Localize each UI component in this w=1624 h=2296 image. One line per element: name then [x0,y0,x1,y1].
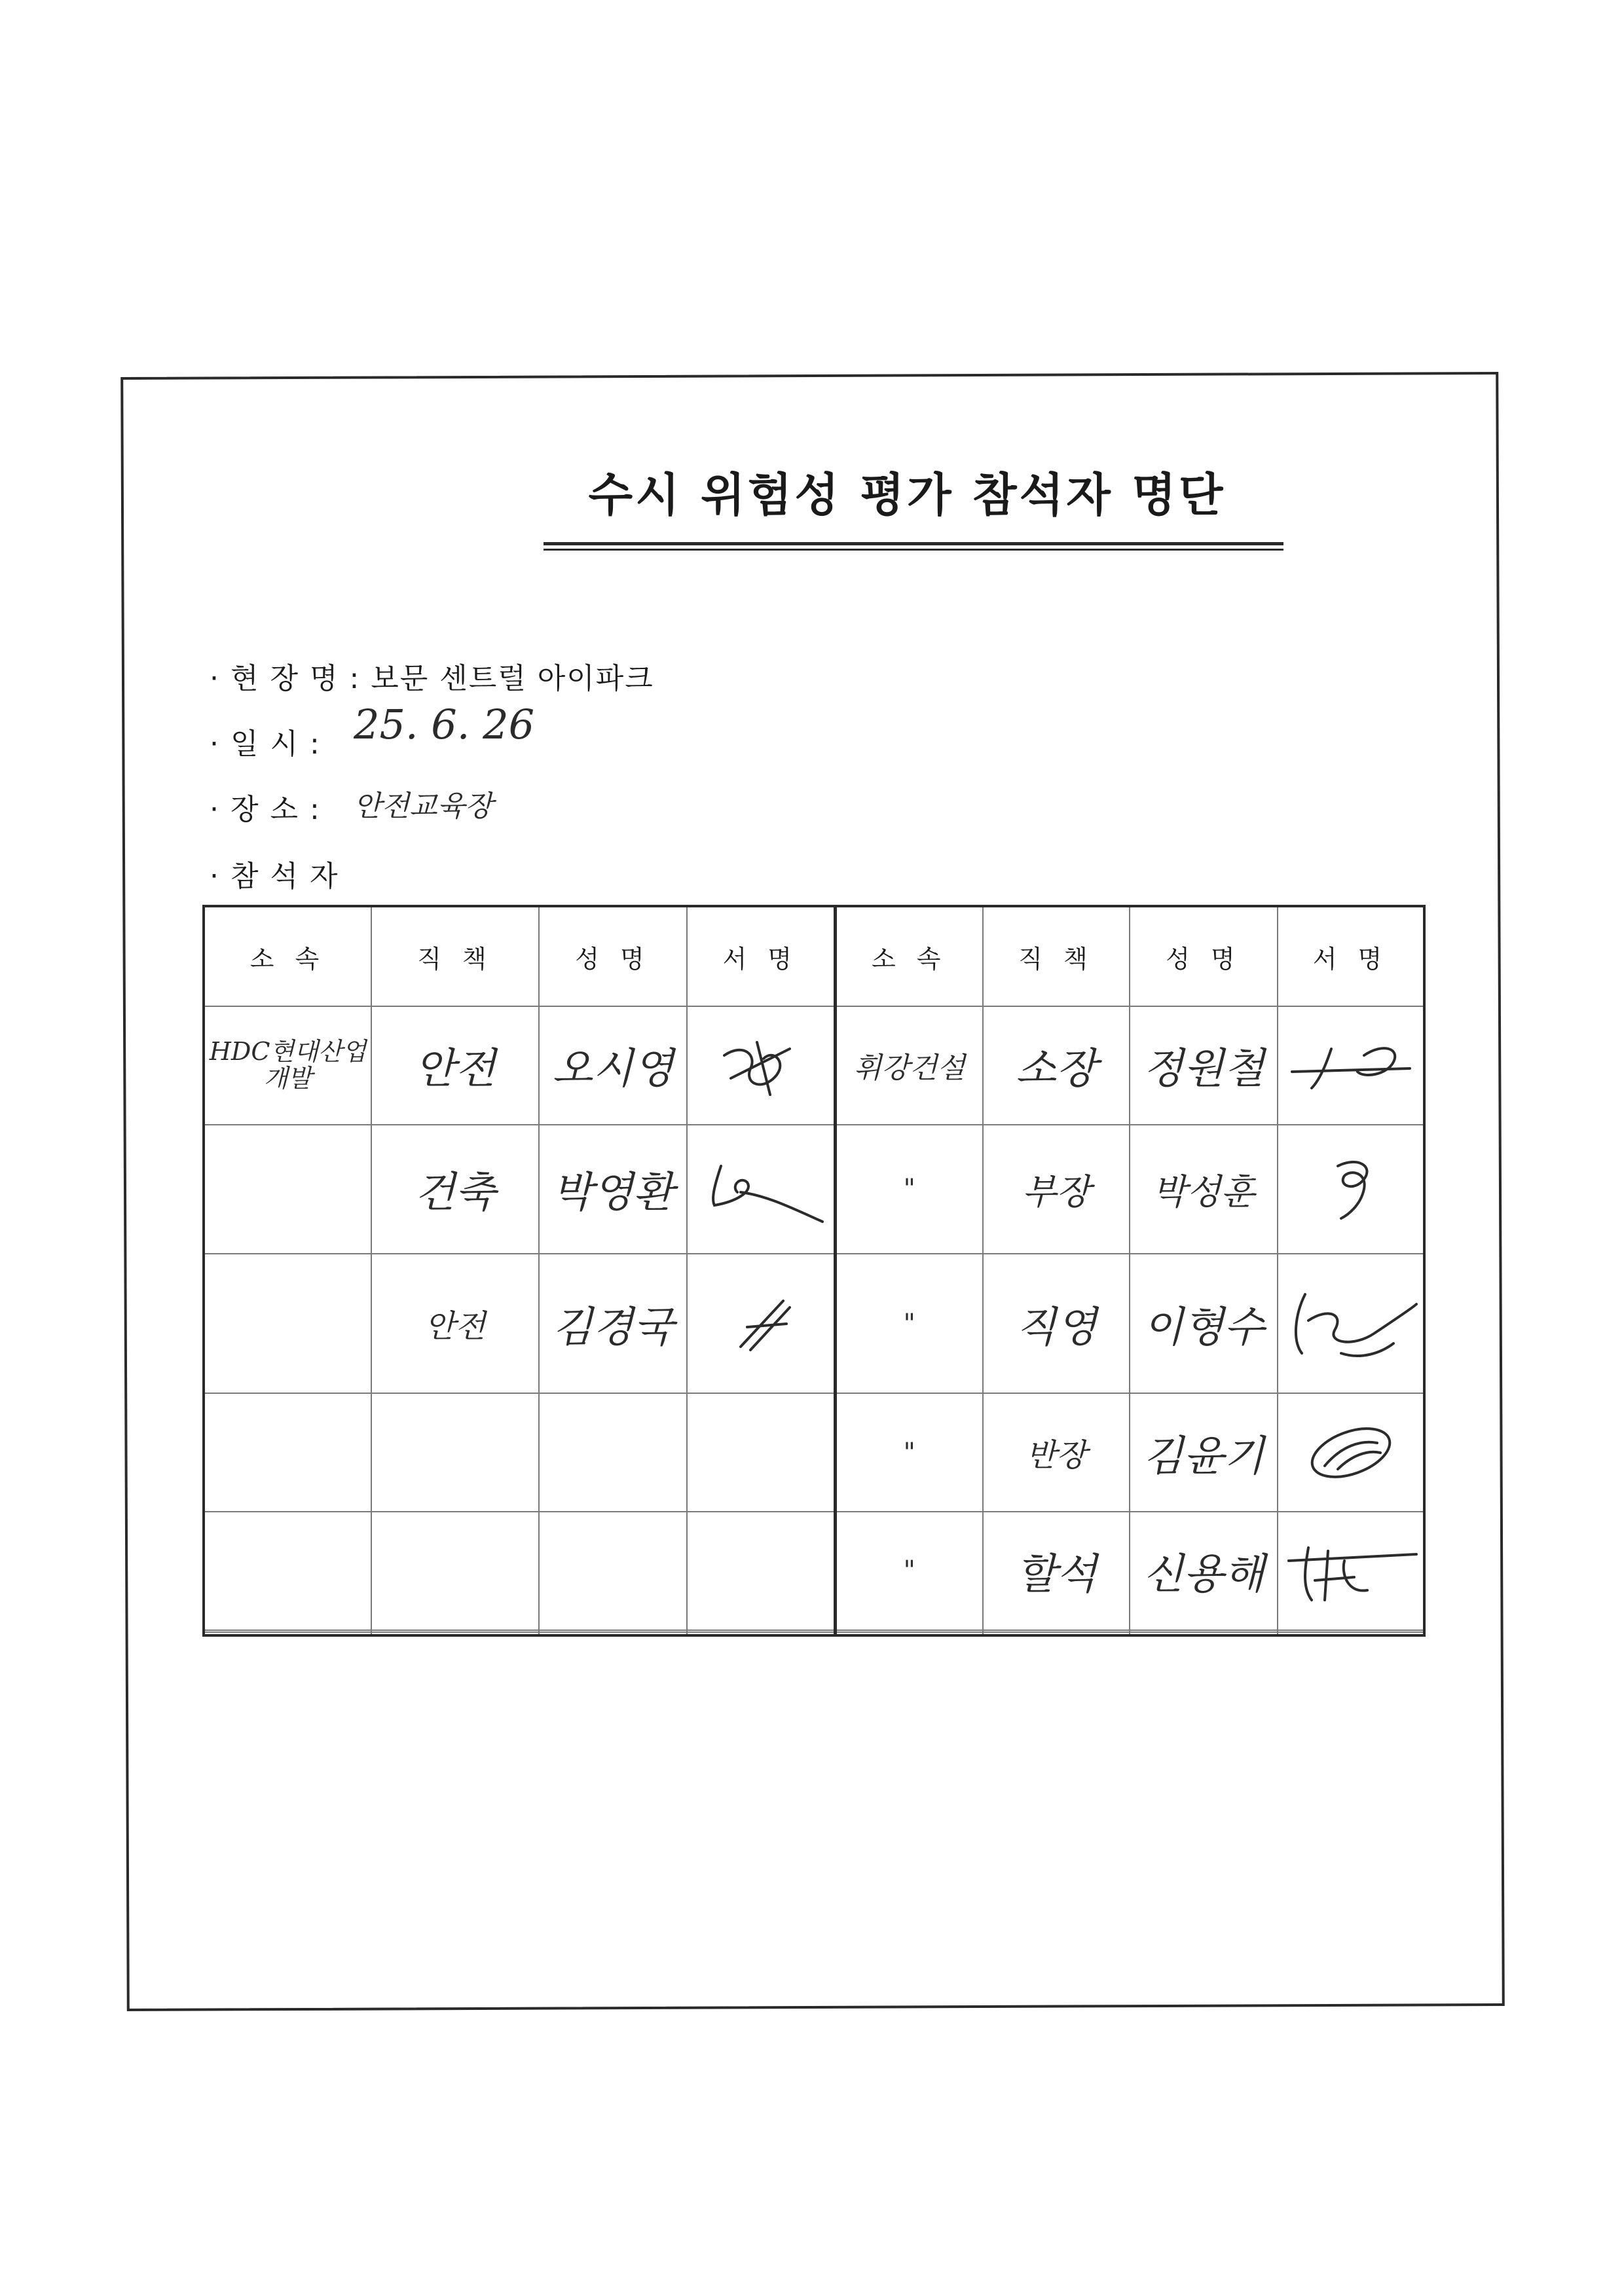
datetime-label: · 일 시 : [210,727,321,761]
attendees-field [210,852,339,894]
position-cell: 소장 [983,1006,1130,1125]
name-cell: 이형수 [1130,1254,1278,1393]
position-cell [371,1393,539,1512]
place-field [210,786,321,828]
name-cell: 신용해 [1130,1512,1278,1630]
signature-cell [687,1006,835,1125]
signature-cell [1278,1512,1424,1630]
header-position-right: 직 책 [983,906,1130,1006]
position-cell [371,1512,539,1630]
signature-cell [687,1254,835,1393]
name-cell: 김윤기 [1130,1393,1278,1512]
table-row [204,1512,1424,1630]
header-affiliation-left: 소 속 [204,906,371,1006]
signature-mark [1285,1029,1416,1101]
table-row [204,1125,1424,1254]
affiliation-cell: " [835,1125,983,1254]
header-signature-left: 서 명 [687,906,835,1006]
position-cell: 안전 [371,1254,539,1393]
attendees-label: · 참 석 자 [210,860,339,893]
position-cell: 안전 [371,1006,539,1125]
name-cell: 박성훈 [1130,1125,1278,1254]
name-cell: 박영환 [539,1125,687,1254]
position-cell: 반장 [983,1393,1130,1512]
affiliation-cell [204,1393,371,1512]
table-row [204,1632,1424,1635]
name-cell [539,1393,687,1512]
name-cell [539,1632,687,1635]
name-cell [539,1512,687,1630]
signature-mark [1312,1150,1390,1228]
name-cell [1130,1632,1278,1635]
affiliation-cell [835,1632,983,1635]
site-value: 보문 센트럴 아이파크 [371,662,654,695]
site-field [210,655,654,697]
title-underline [544,542,1283,545]
signature-mark [695,1153,826,1225]
signature-mark [721,1288,800,1360]
page-title: 수시 위험성 평가 참석자 명단 [588,468,1226,522]
position-cell: 건축 [371,1125,539,1254]
signature-cell [687,1632,835,1635]
signature-mark [1282,1281,1420,1366]
place-label: · 장 소 : [210,793,321,826]
affiliation-cell [204,1632,371,1635]
table-row [204,1254,1424,1393]
signature-cell [1278,1632,1424,1635]
table-row [204,1393,1424,1512]
signature-cell [1278,1393,1424,1512]
position-cell: 부장 [983,1125,1130,1254]
signature-cell [687,1393,835,1512]
position-cell [371,1632,539,1635]
table-header-row [204,906,1424,1006]
affiliation-cell: " [835,1254,983,1393]
attendee-table [202,905,1426,1637]
affiliation-cell: HDC현대산업개발 [204,1006,371,1125]
signature-cell [1278,1254,1424,1393]
signature-mark [1282,1535,1420,1607]
affiliation-cell [204,1254,371,1393]
affiliation-cell [204,1125,371,1254]
signature-mark [711,1029,809,1101]
signature-cell [687,1125,835,1254]
signature-mark [1302,1417,1400,1489]
datetime-value: 25. 6. 26 [354,701,535,748]
position-cell: 직영 [983,1254,1130,1393]
table-row [204,1006,1424,1125]
header-name-left: 성 명 [539,906,687,1006]
position-cell: 할석 [983,1512,1130,1630]
site-label: · 현 장 명 : [210,662,361,695]
header-position-left: 직 책 [371,906,539,1006]
header-affiliation-right: 소 속 [835,906,983,1006]
name-cell: 오시영 [539,1006,687,1125]
datetime-field [210,720,321,762]
title-underline-second [544,549,1283,551]
affiliation-cell: 휘강건설 [835,1006,983,1125]
signature-cell [687,1512,835,1630]
header-signature-right: 서 명 [1278,906,1424,1006]
affiliation-cell: " [835,1512,983,1630]
affiliation-cell [204,1512,371,1630]
position-cell [983,1632,1130,1635]
place-value: 안전교육장 [354,790,493,823]
name-cell: 김경국 [539,1254,687,1393]
name-cell: 정원철 [1130,1006,1278,1125]
signature-cell [1278,1006,1424,1125]
header-name-right: 성 명 [1130,906,1278,1006]
signature-cell [1278,1125,1424,1254]
affiliation-cell: " [835,1393,983,1512]
